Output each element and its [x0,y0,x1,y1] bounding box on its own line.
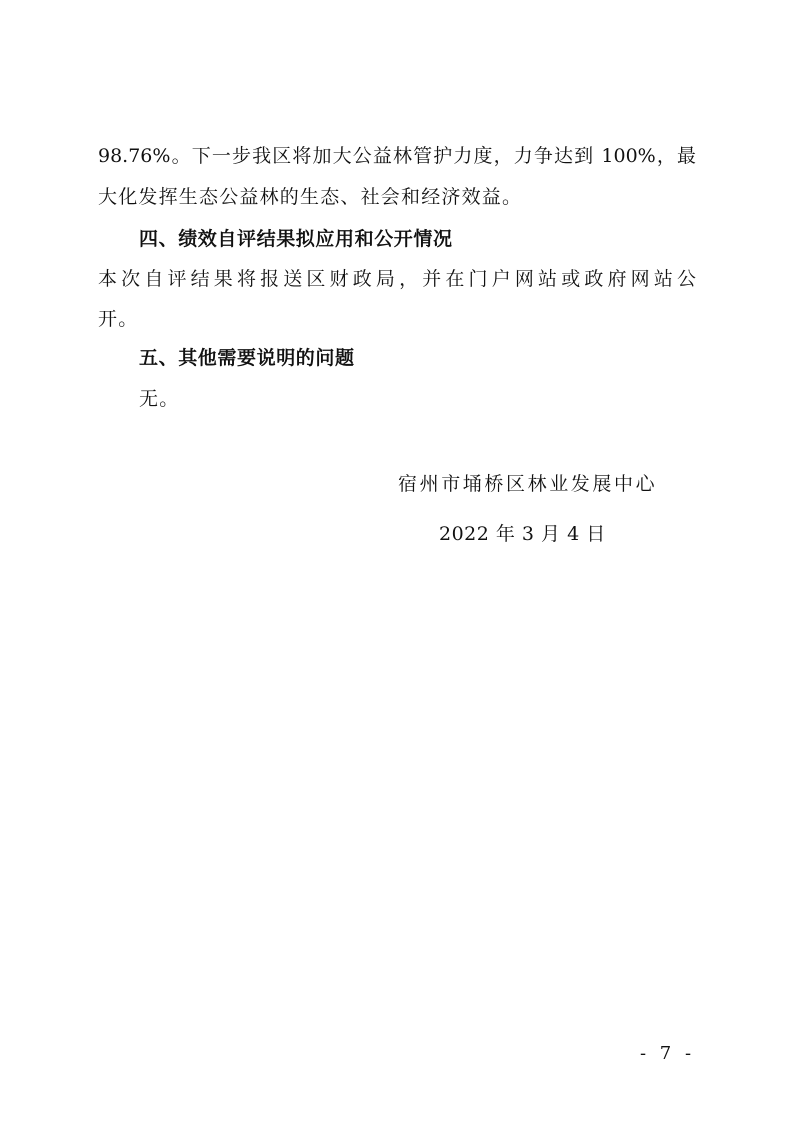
paragraph-line: 开。 [98,308,139,330]
page-number: - 7 - [640,1043,696,1064]
paragraph-line: 98.76%。下一步我区将加大公益林管护力度，力争达到 100%，最 [98,145,696,167]
section-heading: 五、其他需要说明的问题 [139,347,355,369]
paragraph-line: 无。 [139,388,180,410]
signature-organization: 宿州市埇桥区林业发展中心 [398,473,658,495]
section-heading: 四、绩效自评结果拟应用和公开情况 [139,228,453,250]
signature-date: 2022 年 3 月 4 日 [439,523,606,545]
paragraph-line: 大化发挥生态公益林的生态、社会和经济效益。 [98,186,523,208]
paragraph-line: 本次自评结果将报送区财政局，并在门户网站或政府网站公 [98,268,696,290]
